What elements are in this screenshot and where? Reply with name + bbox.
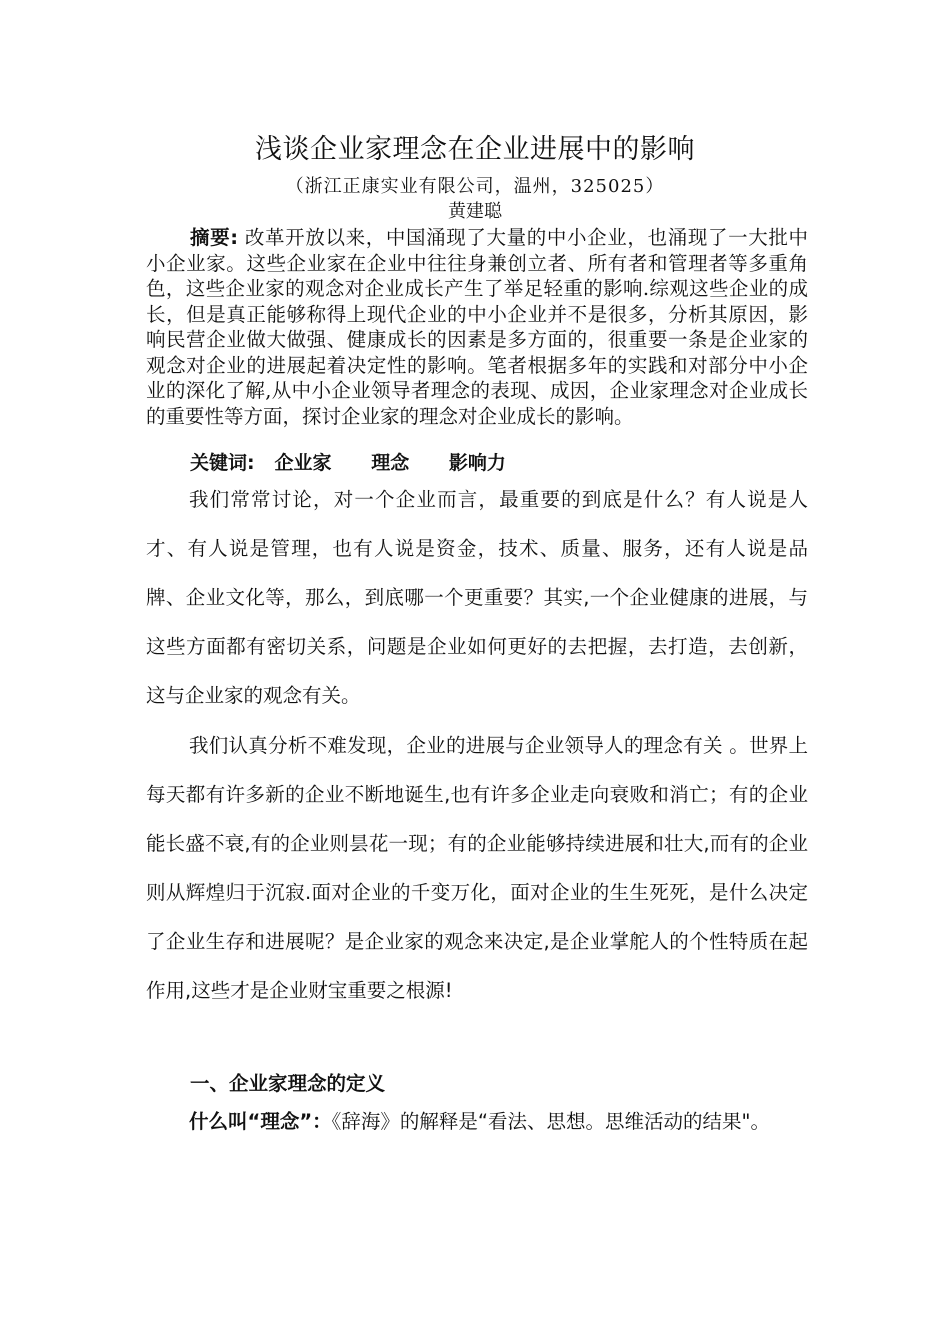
document-title: 浅谈企业家理念在企业进展中的影响	[255, 134, 695, 165]
abstract	[146, 225, 808, 429]
abstract-text: 改革开放以来，中国涌现了大量的中小企业，也涌现了一大批中小企业家。这些企业家在企业中往往身兼创立者、所有者和管理者等多重角色，这些企业家的观念对企业成长产生了举足轻重的影响.综观这些企业的成长，但是真正能够称得上现代企业的中小企业并不是很多，分析其原因，影响民营企业做大做强、健康成长的因素是多方面的，很重要一条是企业家的观念对企业的进展起着决定性的影响。笔者根据多年的实践和对部分中小企业的深化了解,从中小企业领导者理念的表现、成因，企业家理念对企业成长的重要性等方面，探讨企业家的理念对企业成长的影响。	[146, 226, 808, 428]
body-paragraph: 我们常常讨论，对一个企业而言，最重要的到底是什么？有人说是人才、有人说是管理，也有人说是资金，技术、质量、服务，还有人说是品牌、企业文化等，那么，到底哪一个更重要？其实,一个企业健康的进展，与这些方面都有密切关系，问题是企业如何更好的去把握，去打造，去创新，这与企业家的观念有关。	[146, 488, 808, 707]
definition-text: 《辞海》的解释是“看法、思想。思维活动的结果"。	[331, 1110, 770, 1133]
keyword-item: 理念	[371, 452, 410, 474]
keywords	[190, 450, 810, 476]
definition-paragraph	[146, 1097, 808, 1146]
author-affiliation: （浙江正康实业有限公司，温州，325025）	[285, 176, 665, 197]
definition-label: 什么叫“理念”：	[189, 1110, 332, 1133]
author-name: 黄建聪	[448, 201, 502, 222]
keyword-item: 影响力	[448, 452, 506, 474]
keyword-item: 企业家	[274, 452, 332, 474]
keywords-label: 关键词:	[190, 452, 255, 474]
abstract-label: 摘要:	[190, 226, 239, 249]
body-paragraph: 我们认真分析不难发现，企业的进展与企业领导人的理念有关 。世界上每天都有许多新的企业不断地诞生,也有许多企业走向衰败和消亡；有的企业能长盛不衰,有的企业则昙花一现；有的企业能够持续进展和壮大,而有的企业则从辉煌归于沉寂.面对企业的千变万化，面对企业的生生死死，是什么决定了企业生存和进展呢？是企业家的观念来决定,是企业掌舵人的个性特质在起作用,这些才是企业财宝重要之根源!	[146, 734, 808, 1002]
section-heading: 一、企业家理念的定义	[190, 1072, 386, 1095]
